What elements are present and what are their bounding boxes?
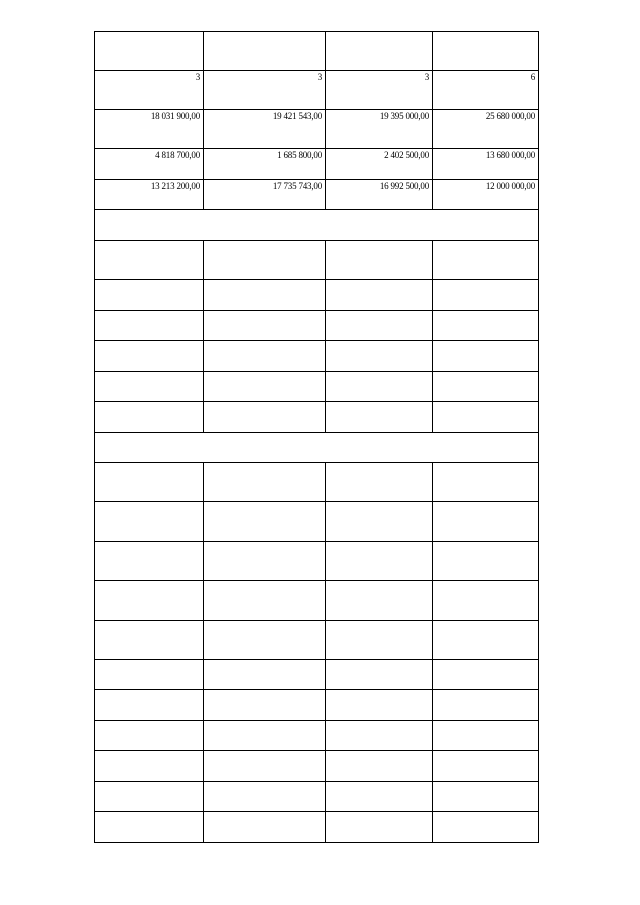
table-cell [204, 241, 326, 280]
table-row [95, 502, 539, 542]
table-cell [433, 463, 539, 502]
table-cell [95, 280, 204, 311]
table-cell [326, 751, 433, 782]
table-cell: 16 992 500,00 [326, 180, 433, 210]
table-cell [204, 502, 326, 542]
table-row [95, 463, 539, 502]
table-row [95, 71, 539, 110]
section-cell [95, 210, 539, 241]
table-cell [204, 782, 326, 812]
table-cell: 1 685 800,00 [204, 149, 326, 180]
table-cell [326, 502, 433, 542]
table-cell [326, 690, 433, 721]
table-row [95, 660, 539, 690]
table-cell [95, 463, 204, 502]
table-row [95, 402, 539, 433]
table-cell [204, 280, 326, 311]
table-cell [433, 751, 539, 782]
table-cell [433, 721, 539, 751]
table-cell [204, 812, 326, 843]
table-cell [95, 721, 204, 751]
table-cell [204, 311, 326, 341]
table-cell: 19 421 543,00 [204, 110, 326, 149]
table-row [95, 581, 539, 621]
table-cell [326, 660, 433, 690]
table-cell [95, 241, 204, 280]
table-cell: 2 402 500,00 [326, 149, 433, 180]
table-cell [433, 660, 539, 690]
section-row [95, 210, 539, 241]
table-cell: 13 213 200,00 [95, 180, 204, 210]
table-cell [326, 402, 433, 433]
table-cell [326, 812, 433, 843]
table-row [95, 751, 539, 782]
table-cell [95, 311, 204, 341]
table-row [95, 341, 539, 372]
table-cell [433, 690, 539, 721]
table-cell [433, 402, 539, 433]
section-cell [95, 433, 539, 463]
table-row [95, 280, 539, 311]
table-cell [433, 542, 539, 581]
table-cell [326, 463, 433, 502]
table-cell [204, 372, 326, 402]
table-cell [326, 782, 433, 812]
table-row [95, 690, 539, 721]
table-cell [95, 621, 204, 660]
table-cell [204, 402, 326, 433]
table-cell [204, 32, 326, 71]
table-cell [95, 542, 204, 581]
table-row [95, 621, 539, 660]
table-cell [433, 812, 539, 843]
table-cell: 13 680 000,00 [433, 149, 539, 180]
table-cell [326, 721, 433, 751]
table-cell: 3 [326, 71, 433, 110]
table-row [95, 782, 539, 812]
table-cell [433, 581, 539, 621]
table-cell [95, 690, 204, 721]
table-cell [326, 581, 433, 621]
table-cell [433, 280, 539, 311]
table-cell [326, 542, 433, 581]
table-cell [95, 372, 204, 402]
table-row [95, 241, 539, 280]
table-cell [95, 751, 204, 782]
table-cell: 18 031 900,00 [95, 110, 204, 149]
table-row [95, 149, 539, 180]
table-cell [95, 32, 204, 71]
table-cell [204, 621, 326, 660]
table-cell [95, 402, 204, 433]
table-cell: 19 395 000,00 [326, 110, 433, 149]
table-cell [95, 502, 204, 542]
table-row [95, 32, 539, 71]
table-cell: 3 [95, 71, 204, 110]
table-cell [95, 660, 204, 690]
table-cell [95, 581, 204, 621]
table-cell: 12 000 000,00 [433, 180, 539, 210]
table-cell [204, 690, 326, 721]
table-cell [433, 32, 539, 71]
table-row [95, 812, 539, 843]
table-cell [326, 311, 433, 341]
table-row [95, 311, 539, 341]
table-cell [204, 463, 326, 502]
table-cell [95, 812, 204, 843]
table-cell [326, 280, 433, 311]
table-cell [204, 341, 326, 372]
table-cell [204, 721, 326, 751]
table-cell [326, 372, 433, 402]
table-cell: 25 680 000,00 [433, 110, 539, 149]
table-cell [204, 581, 326, 621]
table-cell [204, 660, 326, 690]
table-cell: 6 [433, 71, 539, 110]
table-cell [326, 32, 433, 71]
table-cell [433, 311, 539, 341]
table-row [95, 542, 539, 581]
table-cell [326, 621, 433, 660]
table-cell [204, 751, 326, 782]
table-cell [326, 341, 433, 372]
table-row [95, 110, 539, 149]
table-cell [433, 372, 539, 402]
table-cell [433, 241, 539, 280]
table-cell [433, 502, 539, 542]
table-cell [95, 782, 204, 812]
data-table [94, 31, 539, 843]
table-cell: 4 818 700,00 [95, 149, 204, 180]
table-row [95, 180, 539, 210]
table-cell: 3 [204, 71, 326, 110]
table-row [95, 372, 539, 402]
table-body [95, 32, 539, 843]
table-cell [326, 241, 433, 280]
table-cell [433, 782, 539, 812]
table-cell [433, 341, 539, 372]
table-cell [95, 341, 204, 372]
table-cell [433, 621, 539, 660]
table-cell [204, 542, 326, 581]
section-row [95, 433, 539, 463]
table-row [95, 721, 539, 751]
table-cell: 17 735 743,00 [204, 180, 326, 210]
